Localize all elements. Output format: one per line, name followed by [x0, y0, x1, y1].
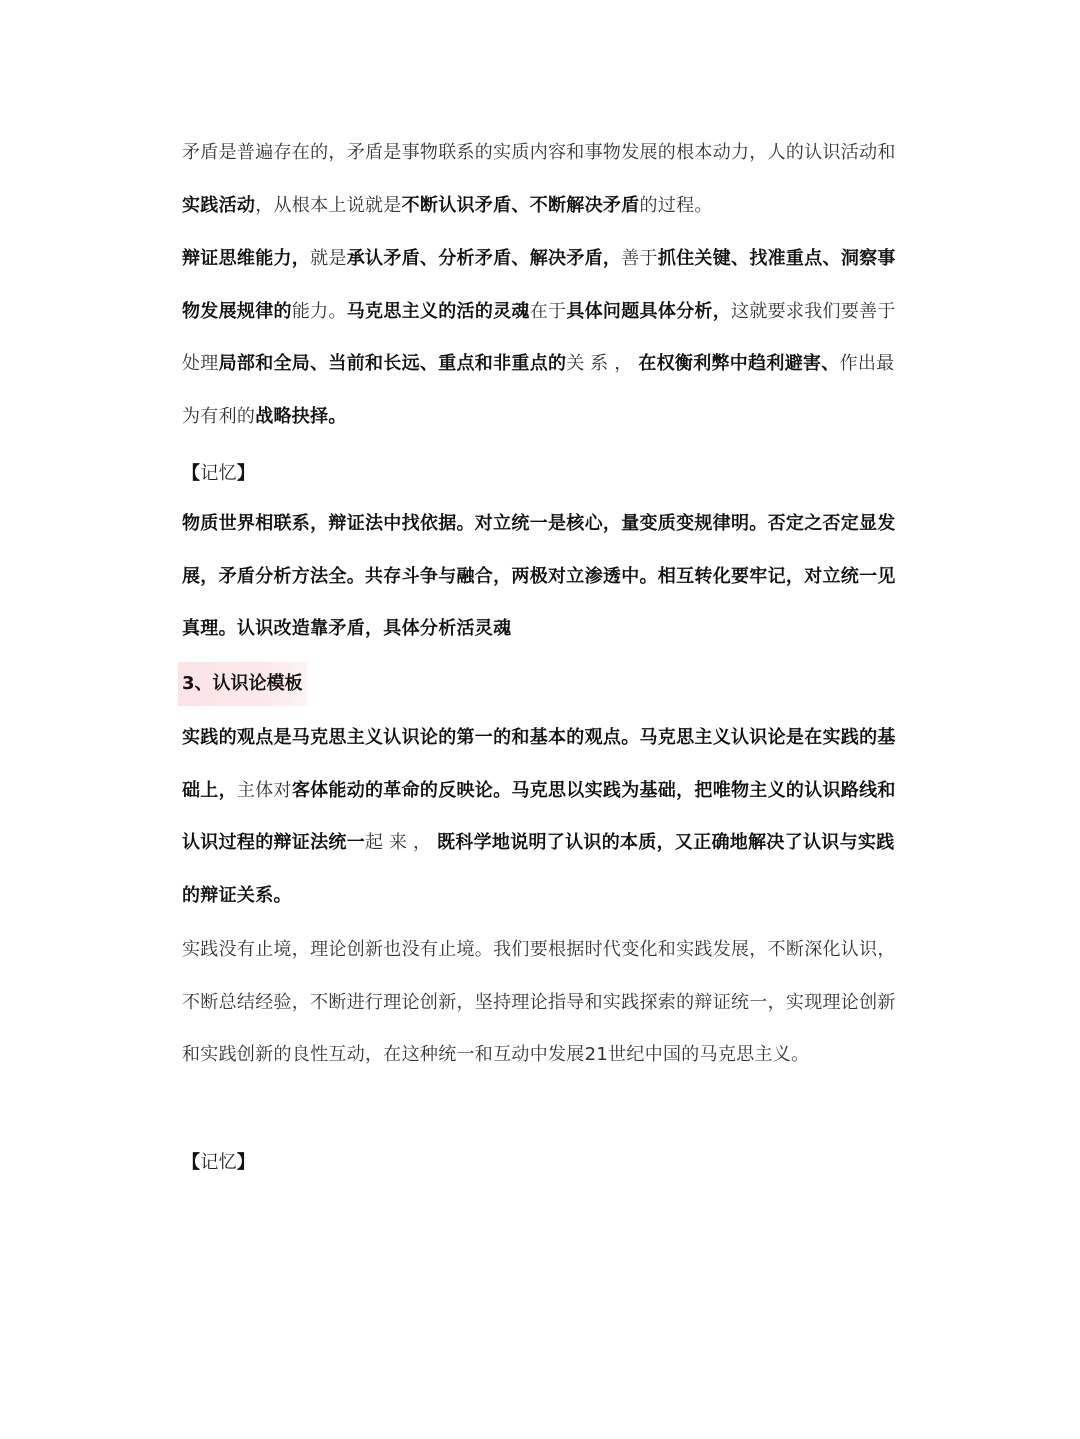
p2-text-2: 善于	[621, 248, 658, 269]
paragraph-dialectical-thinking	[182, 233, 902, 443]
p2-bold-8: 战略抉择。	[255, 405, 347, 427]
memory-label-2	[182, 1137, 902, 1190]
p4-bold-2: 客体能动的革命的反映论。马克思以实践为基础，把唯物主义的认识路线和认识过程的辩证法统一	[182, 779, 896, 853]
memory1-bracket-open: 【	[182, 463, 201, 484]
p2-bold-6: 局部和全局、当前和长远、重点和非重点的	[218, 353, 567, 374]
p1-text-3: 的过程。	[639, 194, 713, 216]
p3-verse: 物质世界相联系，辩证法中找依据。对立统一是核心，量变质变规律明。否定之否定显发展，矛盾分析方法全。共存斗争与融合，两极对立渗透中。相互转化要牢记，对立统一见真理。认识改造靠矛盾，具体分析活灵魂	[182, 513, 896, 639]
p5-text: 实践没有止境，理论创新也没有止境。我们要根据时代变化和实践发展，不断深化认识，不断总结经验，不断进行理论创新，坚持理论指导和实践探索的辩证统一，实现理论创新和实践创新的良性互动，在这种统一和互动中发展21世纪中国的马克思主义。	[182, 939, 896, 1065]
paragraph-innovation	[182, 924, 902, 1082]
memory2-bracket-close: 】	[236, 1152, 256, 1173]
p4-text-1: 主体对	[236, 779, 292, 801]
p2-text-6: 关系，	[566, 353, 639, 374]
p2-bold-3: 抓住关键、找准重点、洞察事物发展规律的	[182, 248, 896, 322]
p1-bold-resolve: 不断认识矛盾、不断解决矛盾	[401, 194, 640, 216]
p2-text-3: 能力。	[291, 300, 347, 322]
section-heading-epistemology: 3、认识论模板	[178, 662, 307, 706]
paragraph-memory-verse	[182, 498, 902, 656]
p1-text-1: 矛盾是普遍存在的，矛盾是事物联系的实质内容和事物发展的根本动力，人的认识活动和	[182, 142, 896, 163]
memory1-bracket-close: 】	[236, 463, 256, 484]
p2-bold-7: 在权衡利弊中趋利避害、	[638, 353, 840, 374]
paragraph-practice-view	[182, 712, 902, 922]
p2-text-4: 在于	[529, 300, 567, 322]
p2-text-5: 这就要求我们要善于处理	[182, 300, 896, 374]
p2-text-7: 作出最为有利的	[182, 353, 895, 427]
memory2-label-text: 记忆	[200, 1152, 237, 1173]
p1-text-2: ，从根本上说就是	[255, 194, 402, 216]
p2-bold-1: 辩证思维能力，	[182, 248, 311, 269]
p4-bold-3: 既科学地说明了认识的本质，又正确地解决了认识与实践的辩证关系。	[182, 832, 895, 906]
p2-bold-4: 马克思主义的活的灵魂	[346, 300, 530, 322]
memory2-bracket-open: 【	[182, 1152, 201, 1173]
p2-bold-2: 承认矛盾、分析矛盾、解决矛盾，	[346, 248, 622, 269]
p4-bold-1: 实践的观点是马克思主义认识论的第一的和基本的观点。马克思主义认识论是在实践的基础上，	[182, 727, 896, 801]
paragraph-contradiction	[182, 127, 902, 232]
memory-label-1	[182, 448, 902, 501]
p4-text-2: 起来，	[365, 832, 437, 853]
p1-bold-practice: 实践活动	[182, 194, 256, 216]
p2-text-1: 就是	[310, 248, 347, 269]
p2-bold-5: 具体问题具体分析，	[566, 300, 732, 322]
memory1-label-text: 记忆	[200, 463, 237, 484]
